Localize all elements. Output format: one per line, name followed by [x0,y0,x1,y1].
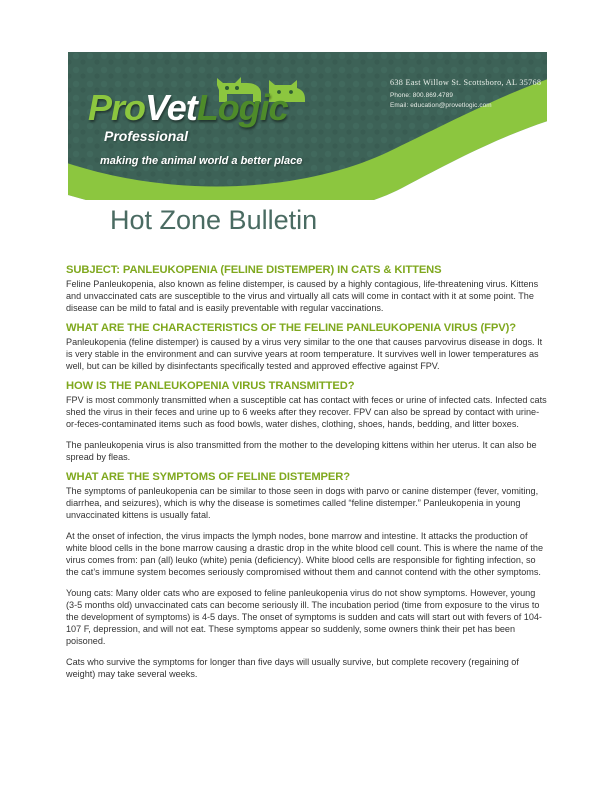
section-heading: WHAT ARE THE CHARACTERISTICS OF THE FELINE PANLEUKOPENIA VIRUS (FPV)? [66,322,516,334]
document-body [66,264,548,688]
section-subject [66,264,548,314]
body-paragraph: FPV is most commonly transmitted when a susceptible cat has contact with feces or urine of infected cats. Infected cats shed the virus in their feces and urine up to 6 weeks after they recover. FPV can also be spread by contact with urine-or-feces-contaminated items such as food bowls, water dishes, clothing, shoes, hands, bedding, and litter boxes. [66,395,547,429]
contact-phone: Phone: 800.869.4789 [390,92,454,99]
section-transmission [66,380,548,463]
body-paragraph: Young cats: Many older cats who are exposed to feline panleukopenia virus do not show symptoms. However, young (3-5 months old) unvaccinated cats can become seriously ill. The incubation period (time from exposure to the virus to the development of symptoms) is 4-5 days. The onset of symptoms is sudden and cats will start out with fevers of 104-107 F, depression, and will not eat. These symptoms appear so suddenly, some owners think their pet has been poisoned. [66,588,542,646]
body-paragraph: At the onset of infection, the virus impacts the lymph nodes, bone marrow and intestine. It attacks the production of white blood cells in the bone marrow causing a drastic drop in the white blood cell count. This is where the name of the virus comes from: pan (all) leuko (white) penia (deficiency). White blood cells are responsible for fighting infection, so the cat’s immune system becomes seriously compromised without them and cannot contend with the other symptoms. [66,531,544,577]
section-heading: HOW IS THE PANLEUKOPENIA VIRUS TRANSMITTED? [66,380,355,392]
logo-text-vet: Vet [145,87,197,128]
body-paragraph: The symptoms of panleukopenia can be similar to those seen in dogs with parvo or canine distemper (fever, vomiting, diarrhea, and seizures), which is why the disease is sometimes called “feline distemper.” Panleukopenia in young unvaccinated kittens is usually fatal. [66,486,539,520]
body-paragraph: The panleukopenia virus is also transmitted from the mother to the developing kittens within her uterus. It can also be spread by fleas. [66,440,537,462]
logo-wordmark [88,87,288,128]
section-symptoms [66,471,548,680]
logo-text-logic: Logic [196,87,288,128]
section-characteristics [66,322,548,372]
contact-address: 638 East Willow St. Scottsboro, AL 35768 [390,78,542,87]
section-heading: SUBJECT: PANLEUKOPENIA (FELINE DISTEMPER) IN CATS & KITTENS [66,264,442,276]
provetlogic-logo [88,72,338,152]
contact-info [390,78,560,112]
contact-email: Email: education@provetlogic.com [390,102,492,110]
section-heading: WHAT ARE THE SYMPTOMS OF FELINE DISTEMPER? [66,471,350,483]
logo-professional-label: Professional [104,128,189,144]
page-title: Hot Zone Bulletin [110,205,318,235]
body-paragraph: Panleukopenia (feline distemper) is caused by a virus very similar to the one that causes parvovirus disease in dogs. It is very stable in the environment and can survive years at room temperature. It survives well in lower temperatures as well, but can be killed by disinfectants specifically tested and approved effective against FPV. [66,337,543,371]
body-paragraph: Feline Panleukopenia, also known as feline distemper, is caused by a highly contagious, life-threatening virus. Kittens and unvaccinated cats are susceptible to the virus and virtually all cats will come in contact with it at some point. The disease can be mild to fatal and is easily preventable with regular vaccinations. [66,279,539,313]
body-paragraph: Cats who survive the symptoms for longer than five days will usually survive, but complete recovery (regaining of weight) may take several weeks. [66,657,519,679]
logo-text-pro: Pro [88,87,146,128]
logo-tagline: making the animal world a better place [100,155,303,167]
